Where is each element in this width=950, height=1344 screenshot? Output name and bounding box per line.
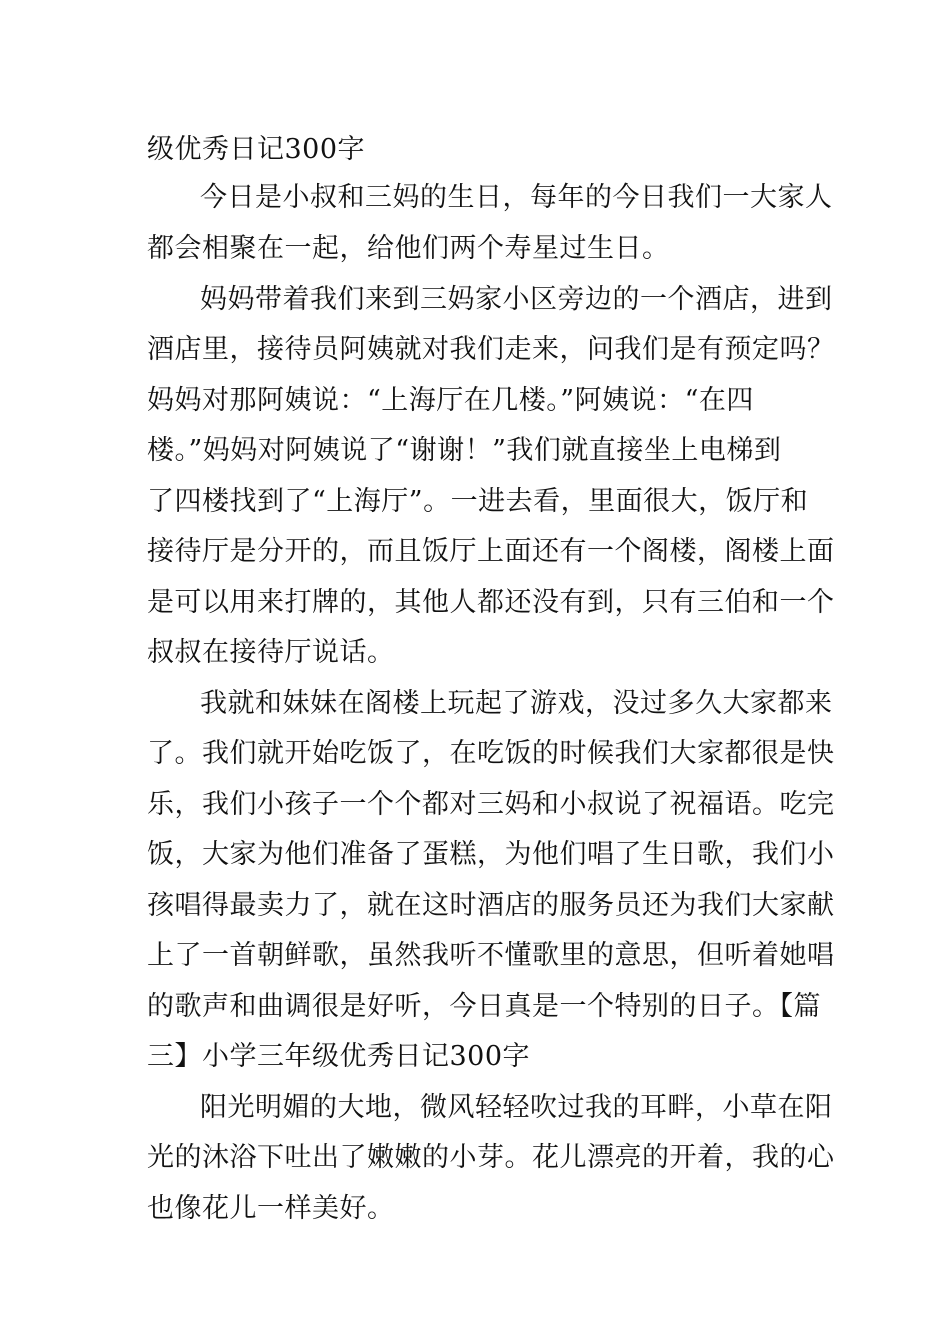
section-heading: 三】小学三年级优秀日记300字 bbox=[147, 1041, 531, 1072]
paragraph-line: 酒店里，接待员阿姨就对我们走来，问我们是有预定吗？ bbox=[147, 334, 835, 365]
heading-continuation: 级优秀日记300字 bbox=[147, 134, 366, 165]
paragraph-line: 都会相聚在一起，给他们两个寿星过生日。 bbox=[147, 233, 670, 264]
paragraph-line: 是可以用来打牌的，其他人都还没有到，只有三伯和一个 bbox=[147, 587, 835, 618]
paragraph-line: 妈妈带着我们来到三妈家小区旁边的一个酒店，进到 bbox=[200, 284, 833, 315]
paragraph-line: 妈妈对那阿姨说：“上海厅在几楼。”阿姨说：“在四 bbox=[147, 385, 754, 416]
paragraph-line: 了四楼找到了“上海厅”。一进去看，里面很大，饭厅和 bbox=[147, 486, 809, 517]
paragraph-line: 也像花儿一样美好。 bbox=[147, 1193, 395, 1224]
paragraph-line: 我就和妹妹在阁楼上玩起了游戏，没过多久大家都来 bbox=[200, 688, 833, 719]
paragraph-line: 孩唱得最卖力了，就在这时酒店的服务员还为我们大家献 bbox=[147, 890, 835, 921]
paragraph-line: 的歌声和曲调很是好听，今日真是一个特别的日子。【篇 bbox=[147, 991, 821, 1022]
paragraph-line: 饭，大家为他们准备了蛋糕，为他们唱了生日歌，我们小 bbox=[147, 839, 835, 870]
paragraph-line: 叔叔在接待厅说话。 bbox=[147, 637, 395, 668]
paragraph-line: 楼。”妈妈对阿姨说了“谢谢！”我们就直接坐上电梯到 bbox=[147, 435, 782, 466]
paragraph-line: 阳光明媚的大地，微风轻轻吹过我的耳畔，小草在阳 bbox=[200, 1092, 833, 1123]
paragraph-line: 接待厅是分开的，而且饭厅上面还有一个阁楼，阁楼上面 bbox=[147, 536, 835, 567]
paragraph-line: 光的沐浴下吐出了嫩嫩的小芽。花儿漂亮的开着，我的心 bbox=[147, 1142, 835, 1173]
paragraph-line: 了。我们就开始吃饭了，在吃饭的时候我们大家都很是快 bbox=[147, 738, 835, 769]
paragraph-line: 今日是小叔和三妈的生日，每年的今日我们一大家人 bbox=[200, 182, 833, 213]
paragraph-line: 乐，我们小孩子一个个都对三妈和小叔说了祝福语。吃完 bbox=[147, 789, 835, 820]
paragraph-line: 上了一首朝鲜歌，虽然我听不懂歌里的意思，但听着她唱 bbox=[147, 940, 835, 971]
